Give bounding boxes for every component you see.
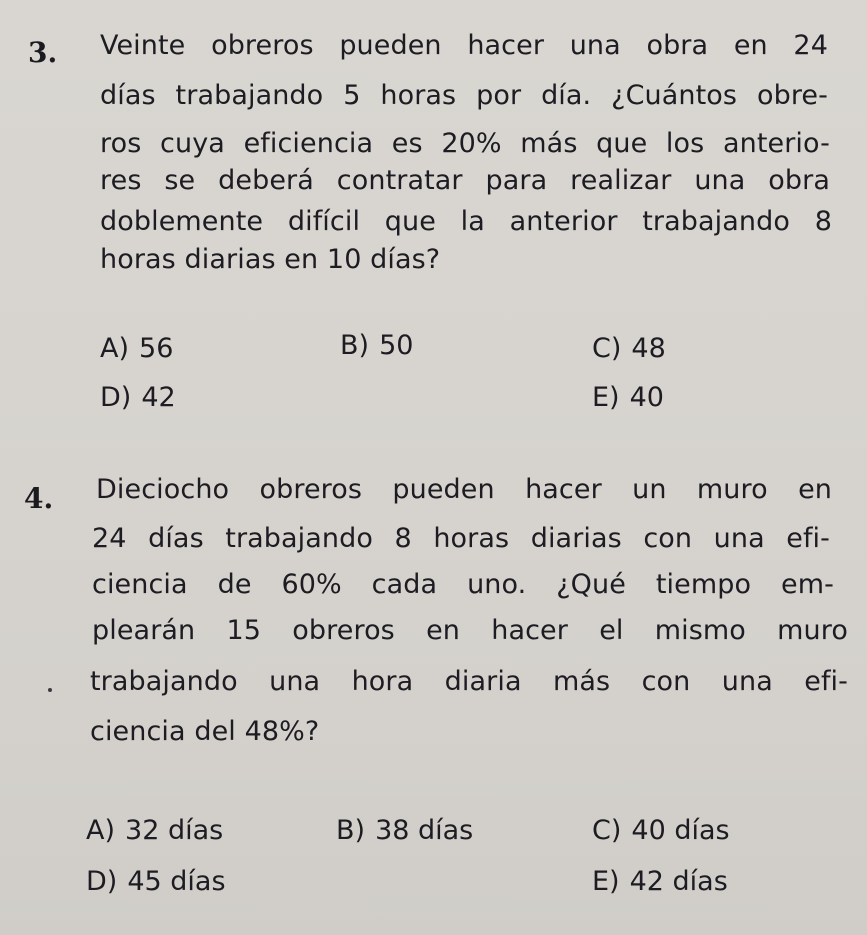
problem-text-line: días trabajando 5 horas por día. ¿Cuántos obre- — [100, 80, 828, 111]
problem-text-line: 24 días trabajando 8 horas diarias con una efi- — [92, 523, 830, 554]
problem-text-line: doblemente difícil que la anterior trabajando 8 — [100, 206, 832, 237]
option-value: 42 — [141, 382, 176, 413]
option-b — [340, 330, 413, 361]
problem-text-line: Veinte obreros pueden hacer una obra en 24 — [100, 30, 828, 61]
problem-number: 4. — [24, 482, 54, 515]
option-letter: C) — [592, 333, 622, 364]
option-value: 48 — [631, 333, 666, 364]
problem-number: 3. — [28, 36, 58, 69]
option-value: 50 — [379, 330, 414, 361]
option-letter: E) — [592, 866, 620, 897]
problem-text-line: horas diarias en 10 días? — [100, 244, 441, 275]
option-letter: B) — [340, 330, 370, 361]
option-letter: B) — [336, 815, 366, 846]
option-letter: C) — [592, 815, 622, 846]
problem-text-line: ros cuya eficiencia es 20% más que los anterio- — [100, 128, 830, 159]
problem-text-line: res se deberá contratar para realizar una obra — [100, 165, 830, 196]
option-value: 38 días — [375, 815, 474, 846]
option-d — [86, 866, 226, 897]
option-a — [100, 333, 173, 364]
stray-mark — [48, 688, 52, 692]
option-letter: D) — [86, 866, 118, 897]
option-e — [592, 382, 664, 413]
option-c — [592, 815, 730, 846]
option-letter: D) — [100, 382, 132, 413]
problem-text-line: ciencia de 60% cada uno. ¿Qué tiempo em- — [92, 569, 834, 600]
option-b — [336, 815, 473, 846]
option-value: 45 días — [127, 866, 226, 897]
option-letter: A) — [100, 333, 130, 364]
option-a — [86, 815, 223, 846]
option-value: 42 días — [629, 866, 728, 897]
problem-text-line: trabajando una hora diaria más con una efi- — [90, 666, 848, 697]
problem-text-line: Dieciocho obreros pueden hacer un muro en — [96, 474, 832, 505]
option-c — [592, 333, 666, 364]
option-value: 56 — [139, 333, 174, 364]
option-letter: A) — [86, 815, 116, 846]
option-value: 32 días — [125, 815, 224, 846]
option-letter: E) — [592, 382, 620, 413]
problem-text-line: plearán 15 obreros en hacer el mismo muro — [92, 615, 848, 646]
option-d — [100, 382, 176, 413]
option-value: 40 días — [631, 815, 730, 846]
option-value: 40 — [629, 382, 664, 413]
option-e — [592, 866, 728, 897]
problem-text-line: ciencia del 48%? — [90, 716, 320, 747]
